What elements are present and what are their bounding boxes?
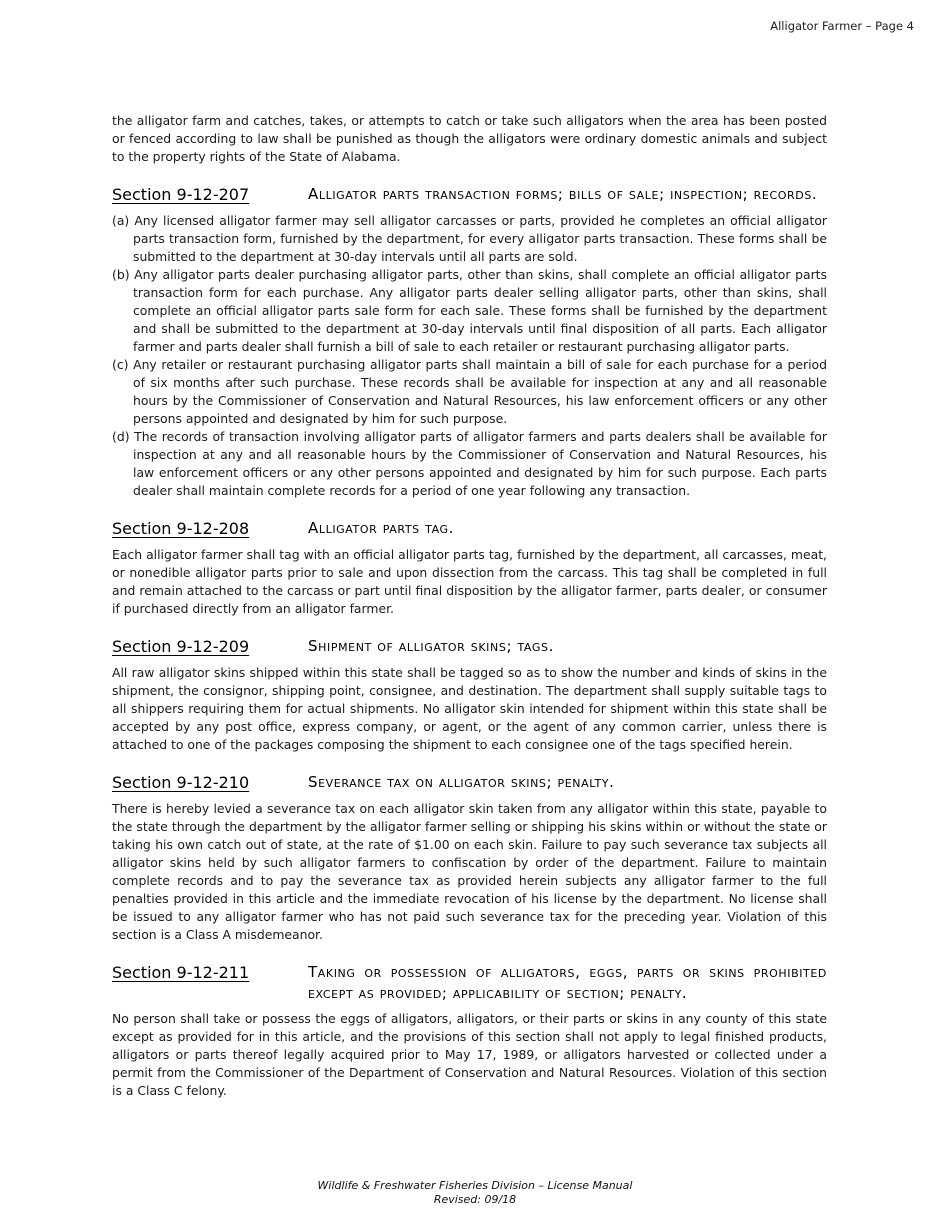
section-title: Alligator parts tag. bbox=[308, 519, 455, 537]
section-number: Section 9-12-208 bbox=[112, 519, 250, 538]
section-title: Severance tax on alligator skins; penalty. bbox=[308, 773, 615, 791]
section-9-12-211 bbox=[112, 962, 827, 1100]
section-heading bbox=[112, 636, 827, 658]
subsection-c: (c) Any retailer or restaurant purchasing alligator parts shall maintain a bill of sale for each purchase for a period of six months after such purchase. These records shall be available for inspection at any and all reasonable hours by the Commissioner of Conservation and Natural Resources, his law enforcement officers or any other persons appointed and designated by him for such purpose. bbox=[112, 357, 827, 426]
section-number: Section 9-12-207 bbox=[112, 185, 250, 204]
section-body: There is hereby levied a severance tax on each alligator skin taken from any alligator within this state, payable to the state through the department by the alligator farmer selling or shipping his skins within or without the state or taking his own catch out of state, at the rate of $1.00 on each skin. Failure to pay such severance tax subjects all alligator skins held by such alligator farmers to confiscation by order of the department. Failure to maintain complete records and to pay the severance tax as provided herein subjects any alligator farmer to the full penalties provided in this article and the immediate revocation of his license by the department. No license shall be issued to any alligator farmer who has not paid such severance tax for the preceding year. Violation of this section is a Class A misdemeanor. bbox=[112, 801, 827, 942]
intro-paragraph: the alligator farm and catches, takes, or attempts to catch or take such alligators when the area has been posted or fenced according to law shall be punished as though the alligators were ordinary domestic animals and subject to the property rights of the State of Alabama. bbox=[112, 113, 827, 164]
section-body: All raw alligator skins shipped within this state shall be tagged so as to show the number and kinds of skins in the shipment, the consignor, shipping point, consignee, and destination. The department shall supply suitable tags to all shippers requiring them for actual shipments. No alligator skin intended for shipment within this state shall be accepted by any post office, express company, or agent, or the agent of any common carrier, unless there is attached to one of the packages composing the shipment to each consignee one of the tags specified herein. bbox=[112, 665, 827, 752]
subsection-d: (d) The records of transaction involving alligator parts of alligator farmers and parts dealers shall be available for inspection at any and all reasonable hours by the Commissioner of Conservation and Natural Resources, his law enforcement officers or any other persons appointed and designated by him for such purpose. Each parts dealer shall maintain complete records for a period of one year following any transaction. bbox=[112, 429, 827, 498]
section-9-12-210 bbox=[112, 772, 827, 944]
subsection-list bbox=[112, 212, 827, 500]
section-title: Shipment of alligator skins; tags. bbox=[308, 637, 554, 655]
page-body bbox=[112, 112, 827, 1100]
page-footer bbox=[0, 1179, 950, 1207]
section-body: Each alligator farmer shall tag with an official alligator parts tag, furnished by the department, all carcasses, meat, or nonedible alligator parts prior to sale and upon dissection from the carcass. This tag shall be completed in full and remain attached to the carcass or part until final disposition by the alligator farmer, parts dealer, or consumer if purchased directly from an alligator farmer. bbox=[112, 547, 827, 616]
section-9-12-209 bbox=[112, 636, 827, 754]
section-9-12-207 bbox=[112, 184, 827, 500]
section-heading bbox=[112, 184, 827, 206]
section-heading bbox=[112, 772, 827, 794]
subsection-a: (a) Any licensed alligator farmer may sell alligator carcasses or parts, provided he completes an official alligator parts transaction form, furnished by the department, for every alligator parts transaction. These forms shall be submitted to the department at 30-day intervals until all parts are sold. bbox=[112, 213, 827, 264]
section-number: Section 9-12-209 bbox=[112, 637, 250, 656]
section-heading bbox=[112, 518, 827, 540]
section-9-12-208 bbox=[112, 518, 827, 618]
section-body: No person shall take or possess the eggs of alligators, alligators, or their parts or skins in any county of this state except as provided for in this article, and the provisions of this section shall not apply to legal finished products, alligators or parts thereof legally acquired prior to May 17, 1989, or alligators harvested or collected under a permit from the Commissioner of the Department of Conservation and Natural Resources. Violation of this section is a Class C felony. bbox=[112, 1011, 827, 1098]
section-title: Alligator parts transaction forms; bills of sale; inspection; records. bbox=[308, 185, 818, 203]
subsection-b: (b) Any alligator parts dealer purchasing alligator parts, other than skins, shall complete an official alligator parts transaction form for each purchase. Any alligator parts dealer selling alligator parts, other than skins, shall complete an official alligator parts sale form for each sale. These forms shall be furnished by the department and shall be submitted to the department at 30-day intervals until final disposition of all parts. Each alligator farmer and parts dealer shall furnish a bill of sale to each retailer or restaurant purchasing alligator parts. bbox=[112, 267, 827, 354]
footer-division-line: Wildlife & Freshwater Fisheries Division – License Manual bbox=[317, 1179, 633, 1192]
section-number: Section 9-12-210 bbox=[112, 773, 250, 792]
section-number: Section 9-12-211 bbox=[112, 963, 250, 982]
section-title: Taking or possession of alligators, eggs, parts or skins prohibited except as provided; applicability of section; penalty. bbox=[308, 963, 827, 1002]
footer-revised-line: Revised: 09/18 bbox=[433, 1193, 517, 1206]
section-heading bbox=[112, 962, 827, 1004]
running-header: Alligator Farmer – Page 4 bbox=[770, 19, 914, 33]
